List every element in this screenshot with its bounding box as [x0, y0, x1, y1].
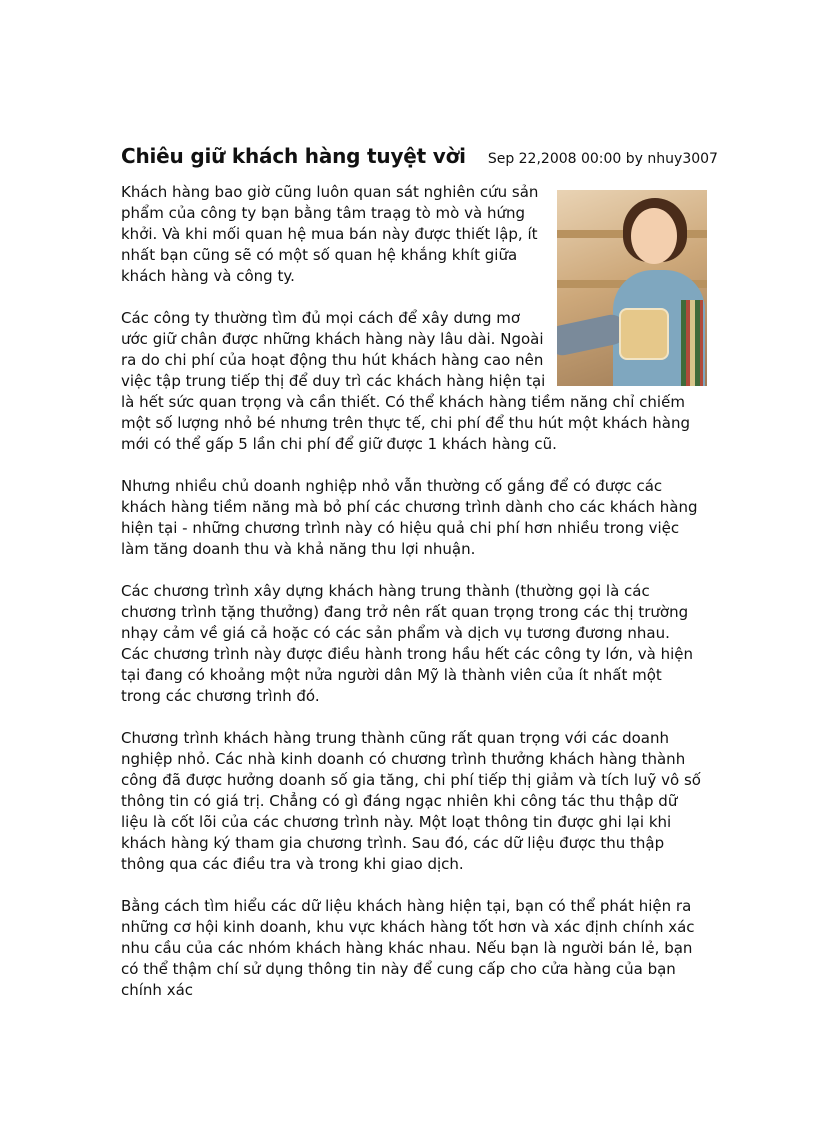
paragraph: Nhưng nhiều chủ doanh nghiệp nhỏ vẫn thường cố gắng để có được các khách hàng tiềm năng mà bỏ phí các chương trình dành cho các khách hàng hiện tại - những chương trình này có hiệu quả chi phí hơn nhiều trong việc làm tăng doanh thu và khả năng thu lợi nhuận. — [121, 477, 698, 558]
article — [121, 144, 718, 1022]
paragraph: Chương trình khách hàng trung thành cũng rất quan trọng với các doanh nghiệp nhỏ. Các nhà kinh doanh có chương trình thưởng khách hàng thành công đã được hưởng doanh số gia tăng, chi phí tiếp thị giảm và tích luỹ vô số thông tin có giá trị. Chẳng có gì đáng ngạc nhiên khi công tác thu thập dữ liệu là cốt lõi của các chương trình này. Một loạt thông tin được ghi lại khi khách hàng ký tham gia chương trình. Sau đó, các dữ liệu được thu thập thông qua các điều tra và trong khi giao dịch. — [121, 729, 701, 873]
paragraph: Các công ty thường tìm đủ mọi cách để xây dưng mơ ước giữ chân được những khách hàng này lâu dài. Ngoài ra do chi phí của hoạt động thu hút khách hàng cao nên việc tập trung tiếp thị để duy trì các khách hàng hiện tại là hết sức quan trọng và cần thiết. Có thể khách hàng tiềm năng chỉ chiếm một số lượng nhỏ bé nhưng trên thực tế, chi phí để thu hút một khách hàng mới có thể gấp 5 lần chi phí để giữ được 1 khách hàng cũ. — [121, 309, 690, 453]
paragraph: Khách hàng bao giờ cũng luôn quan sát nghiên cứu sản phẩm của công ty bạn bằng tâm traạg tò mò và hứng khởi. Và khi mối quan hệ mua bán này được thiết lập, ít nhất bạn cũng sẽ có một số quan hệ khắng khít giữa khách hàng và công ty. — [121, 183, 539, 285]
article-header — [121, 144, 718, 168]
article-meta: Sep 22,2008 00:00 by nhuy3007 — [487, 151, 718, 167]
paragraph: Bằng cách tìm hiểu các dữ liệu khách hàng hiện tại, bạn có thể phát hiện ra những cơ hội kinh doanh, khu vực khách hàng tốt hơn và xác định chính xác nhu cầu của các nhóm khách hàng khác nhau. Nếu bạn là người bán lẻ, bạn có thể thậm chí sử dụng thông tin này để cung cấp cho cửa hàng của bạn chính xác — [121, 897, 695, 999]
shop-assistant-photo — [557, 190, 707, 386]
article-title: Chiêu giữ khách hàng tuyệt vời — [121, 144, 466, 168]
paragraph: Các chương trình xây dựng khách hàng trung thành (thường gọi là các chương trình tặng thưởng) đang trở nên rất quan trọng trong các thị trường nhạy cảm về giá cả hoặc có các sản phẩm và dịch vụ tương đương nhau. Các chương trình này được điều hành trong hầu hết các công ty lớn, và hiện tại đang có khoảng một nửa người dân Mỹ là thành viên của ít nhất một trong các chương trình đó. — [121, 582, 694, 705]
